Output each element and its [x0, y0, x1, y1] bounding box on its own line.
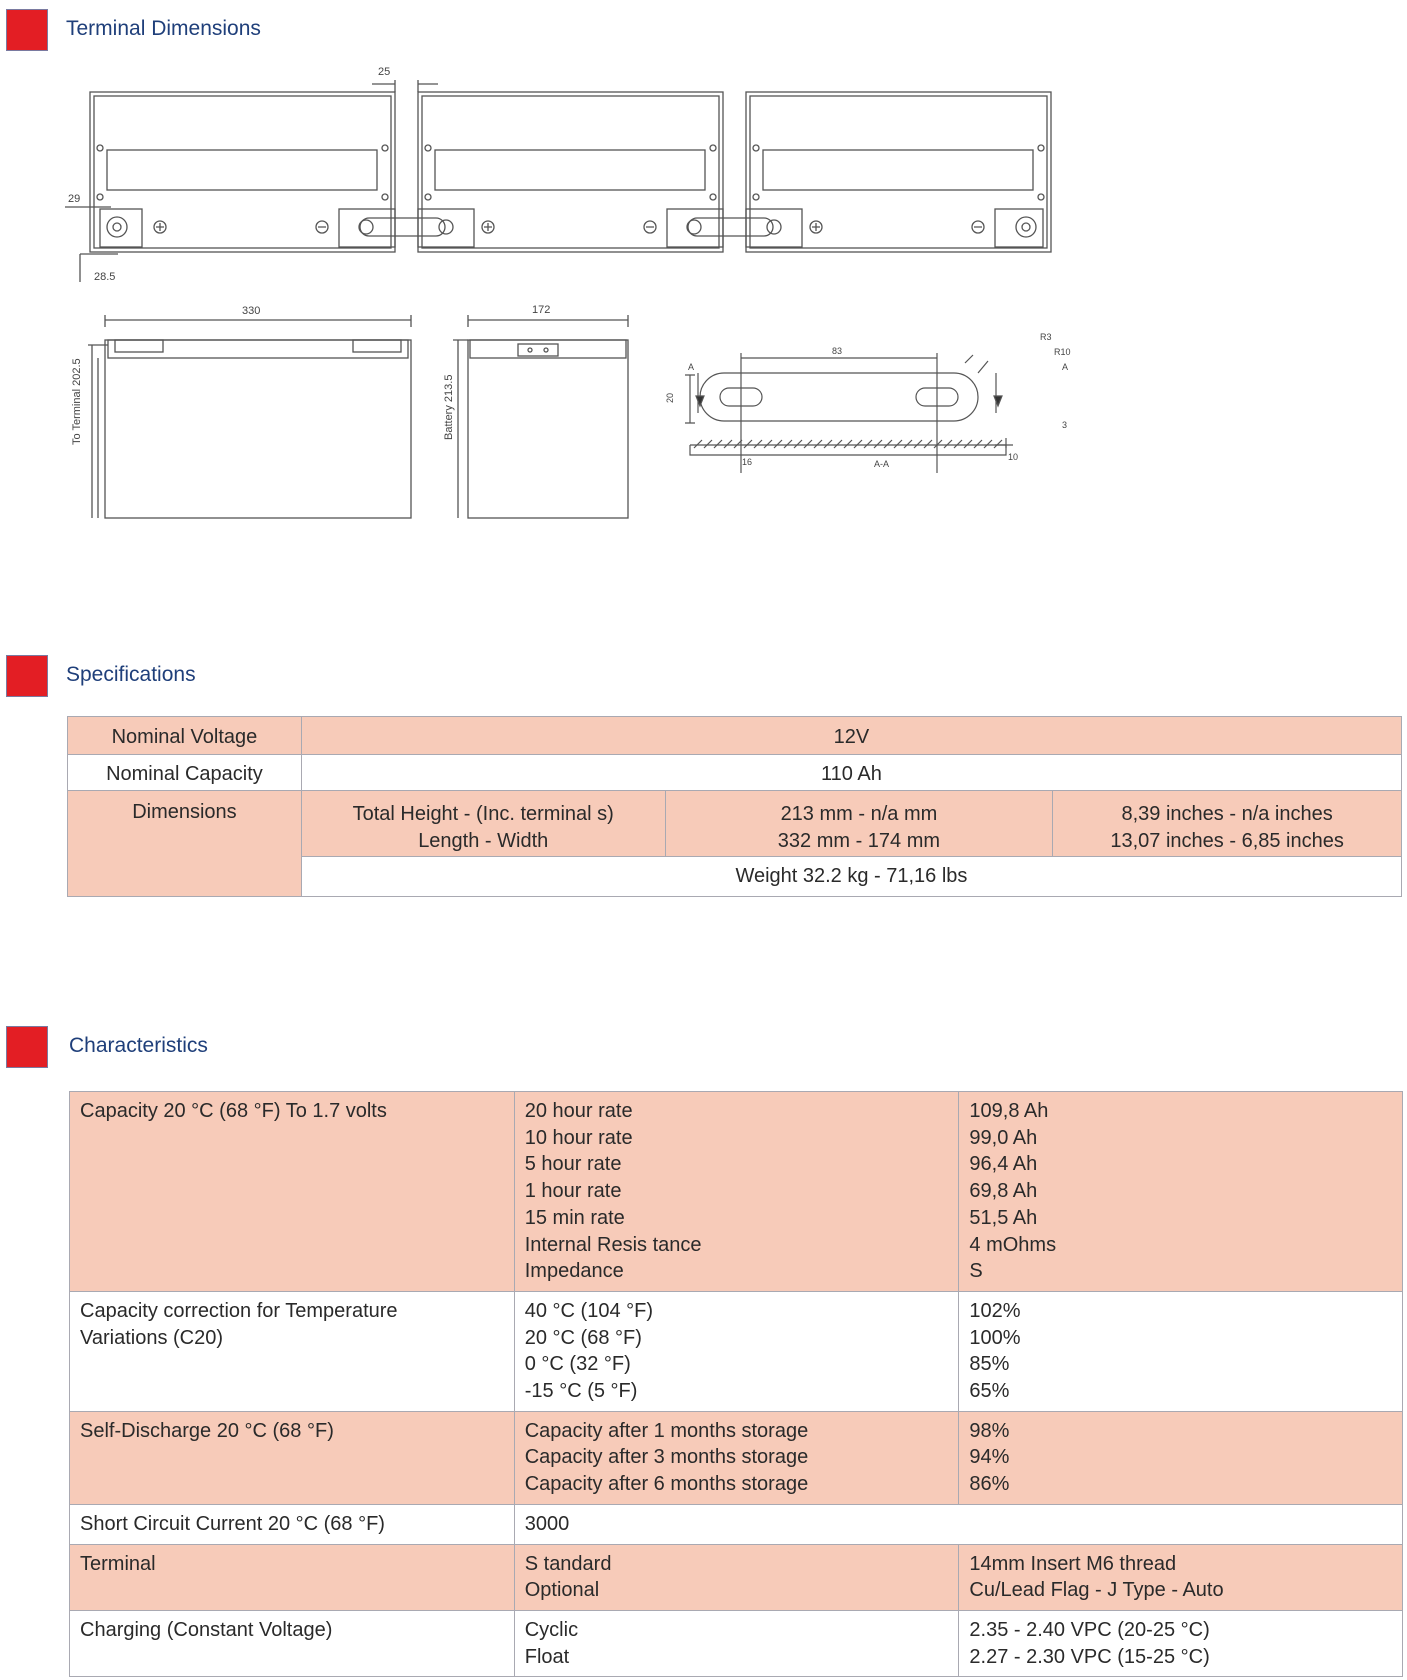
char-short-circuit-value: 3000 [514, 1504, 1402, 1544]
dim-flag-10-label: 10 [1008, 452, 1019, 462]
spec-dim-in-height: 8,39 inches - n/a inches [1121, 803, 1333, 825]
char-row-terminal [70, 1544, 1403, 1610]
spec-dim-in-length: 13,07 inches - 6,85 inches [1110, 830, 1344, 852]
char-temperature-values [959, 1291, 1403, 1411]
section-header-characteristics [0, 1026, 400, 1070]
char-temperature-label-line: Variations (C20) [80, 1326, 224, 1349]
spec-voltage-value: 12V [301, 717, 1401, 755]
char-row-charging [70, 1610, 1403, 1676]
char-self-discharge-value: 86% [969, 1473, 1010, 1496]
char-self-discharge-value: 98% [969, 1419, 1010, 1442]
char-charging-value: 2.27 - 2.30 VPC (15-25 °C) [969, 1645, 1210, 1668]
char-capacity-value: S [969, 1260, 983, 1283]
char-capacity-values [959, 1092, 1403, 1292]
char-capacity-label: Capacity 20 °C (68 °F) To 1.7 volts [70, 1092, 515, 1292]
terminal-flag-detail-drawing [660, 328, 1080, 478]
terminal-top-view-drawing [60, 62, 1070, 282]
char-self-discharge-label: Self-Discharge 20 °C (68 °F) [70, 1411, 515, 1504]
char-terminal-label: Terminal [70, 1544, 515, 1610]
char-capacity-item: 5 hour rate [524, 1153, 622, 1176]
char-charging-items [514, 1610, 959, 1676]
specifications-table [67, 716, 1402, 897]
spec-voltage-label: Nominal Voltage [68, 717, 302, 755]
char-capacity-value: 69,8 Ah [969, 1180, 1038, 1203]
char-self-discharge-item: Capacity after 6 months storage [524, 1473, 809, 1496]
char-self-discharge-item: Capacity after 1 months storage [524, 1419, 809, 1442]
char-temperature-label-line: Capacity correction for Temperature [80, 1299, 398, 1322]
char-capacity-item: Internal Resis tance [524, 1233, 702, 1256]
char-capacity-value: 99,0 Ah [969, 1126, 1038, 1149]
char-temperature-value: 85% [969, 1353, 1010, 1376]
char-capacity-item: 10 hour rate [524, 1126, 633, 1149]
section-a-right-label: A [1062, 362, 1069, 372]
spec-dim-mm-height: 213 mm - n/a mm [780, 803, 938, 825]
char-charging-item: Float [524, 1645, 570, 1668]
char-terminal-item: Optional [524, 1579, 600, 1602]
spec-dimensions-label: Dimensions [68, 791, 302, 897]
char-capacity-value: 51,5 Ah [969, 1206, 1038, 1229]
char-self-discharge-values [959, 1411, 1403, 1504]
section-aa-label: A-A [874, 459, 890, 469]
spec-capacity-label: Nominal Capacity [68, 755, 302, 791]
char-capacity-item: 20 hour rate [524, 1100, 633, 1122]
spec-dim-desc-length: Length - Width [418, 830, 549, 852]
dim-gap-label: 25 [378, 66, 391, 78]
char-charging-item: Cyclic [524, 1618, 579, 1641]
char-terminal-items [514, 1544, 959, 1610]
char-self-discharge-item: Capacity after 3 months storage [524, 1446, 809, 1469]
char-capacity-value: 4 mOhms [969, 1233, 1057, 1256]
dim-width-label: 172 [532, 304, 551, 316]
char-temperature-item: 0 °C (32 °F) [524, 1353, 631, 1376]
char-capacity-value: 96,4 Ah [969, 1153, 1038, 1176]
spec-dim-desc-height: Total Height - (Inc. terminal s) [352, 803, 614, 825]
char-self-discharge-items [514, 1411, 959, 1504]
dim-battery-height-label: Battery 213.5 [443, 374, 455, 440]
dim-flag-thickness-label: 3 [1062, 420, 1068, 430]
char-row-short-circuit [70, 1504, 1403, 1544]
char-temperature-label [70, 1291, 515, 1411]
section-title-characteristics: Characteristics [69, 1034, 208, 1057]
char-capacity-items [514, 1092, 959, 1292]
spec-weight: Weight 32.2 kg - 71,16 lbs [301, 857, 1401, 897]
char-short-circuit-label: Short Circuit Current 20 °C (68 °F) [70, 1504, 515, 1544]
spec-capacity-value: 110 Ah [301, 755, 1401, 791]
char-temperature-item: 20 °C (68 °F) [524, 1326, 642, 1349]
char-charging-values [959, 1610, 1403, 1676]
section-a-left-label: A [688, 362, 695, 372]
dim-flag-height-label: 20 [665, 392, 675, 403]
char-temperature-value: 102% [969, 1299, 1021, 1322]
char-terminal-values [959, 1544, 1403, 1610]
char-temperature-item: 40 °C (104 °F) [524, 1299, 653, 1322]
dim-terminal-width-label: 28.5 [94, 271, 116, 282]
char-row-self-discharge [70, 1411, 1403, 1504]
spec-dimension-inches [1053, 791, 1402, 857]
char-charging-label: Charging (Constant Voltage) [70, 1610, 515, 1676]
dim-flag-16-label: 16 [742, 457, 753, 467]
section-title-terminal: Terminal Dimensions [66, 17, 261, 40]
char-row-capacity [70, 1092, 1403, 1292]
dim-r10-label: R10 [1054, 347, 1071, 357]
battery-side-view-drawing [60, 295, 640, 550]
char-capacity-item: Impedance [524, 1260, 624, 1283]
char-temperature-item: -15 °C (5 °F) [524, 1380, 638, 1403]
dim-flag-length-label: 83 [832, 346, 843, 356]
char-temperature-value: 65% [969, 1380, 1010, 1403]
dim-r3-label: R3 [1040, 332, 1052, 342]
dim-to-terminal-label: To Terminal 202.5 [71, 358, 83, 445]
section-header-specs [0, 655, 400, 699]
red-square-icon [6, 655, 48, 697]
spec-dimension-description [301, 791, 665, 857]
section-header-terminal [0, 9, 400, 53]
char-terminal-item: S tandard [524, 1552, 612, 1575]
characteristics-table [69, 1091, 1403, 1677]
spec-dim-mm-length: 332 mm - 174 mm [777, 830, 941, 852]
char-capacity-item: 1 hour rate [524, 1180, 622, 1203]
char-charging-value: 2.35 - 2.40 VPC (20-25 °C) [969, 1618, 1210, 1641]
red-square-icon [6, 9, 48, 51]
dim-terminal-height-label: 29 [68, 193, 81, 205]
char-terminal-value: Cu/Lead Flag - J Type - Auto [969, 1579, 1224, 1602]
char-capacity-value: 109,8 Ah [969, 1100, 1049, 1122]
char-row-temperature [70, 1291, 1403, 1411]
spec-dimension-mm [665, 791, 1053, 857]
char-terminal-value: 14mm Insert M6 thread [969, 1552, 1177, 1575]
char-capacity-item: 15 min rate [524, 1206, 625, 1229]
char-temperature-value: 100% [969, 1326, 1021, 1349]
char-self-discharge-value: 94% [969, 1446, 1010, 1469]
char-temperature-items [514, 1291, 959, 1411]
dim-length-label: 330 [242, 305, 261, 317]
red-square-icon [6, 1026, 48, 1068]
section-title-specs: Specifications [66, 663, 196, 686]
